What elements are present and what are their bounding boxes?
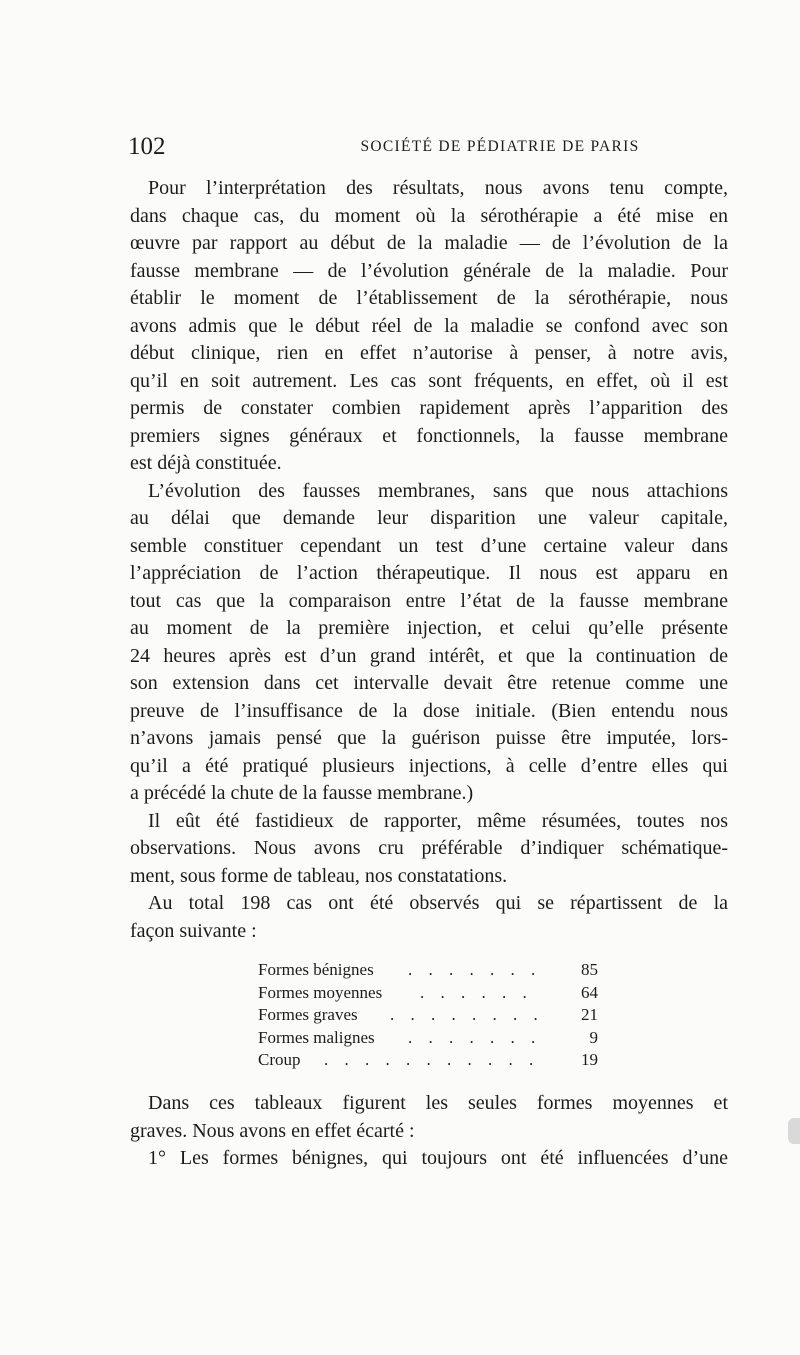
form-label: Formes moyennes: [258, 982, 383, 1002]
case-count: 21: [581, 1005, 598, 1024]
case-count: 19: [581, 1050, 598, 1069]
case-count: 9: [589, 1027, 598, 1047]
text-line: graves. Nous avons en effet écarté :: [130, 1119, 415, 1142]
text-line: son extension dans cet intervalle devait être retenue comme une: [130, 672, 728, 694]
text-line: dans chaque cas, du moment où la sérothérapie a été mise en: [130, 204, 728, 227]
text-line: n’avons jamais pensé que la guérison puisse être imputée, lors-: [130, 727, 728, 749]
paragraph-4: [130, 890, 728, 945]
form-label: Formes malignes: [258, 1027, 375, 1047]
text-line: Pour l’interprétation des résultats, nous avons tenu compte,: [148, 177, 728, 199]
table-row: [258, 982, 598, 1005]
text-line: façon suivante :: [130, 919, 257, 942]
body-text-continued: [130, 1090, 728, 1173]
text-line: œuvre par rapport au début de la maladie — de l’évolution de la: [130, 232, 728, 254]
text-line: Il eût été fastidieux de rapporter, même résumées, toutes nos: [148, 809, 728, 832]
text-line: L’évolution des fausses membranes, sans que nous attachions: [148, 479, 728, 502]
text-line: 1° Les formes bénignes, qui toujours ont été influencées d’une: [148, 1147, 728, 1169]
text-line: tout cas que la comparaison entre l’état de la fausse membrane: [130, 589, 728, 612]
leader-dots: . . . . . . .: [408, 1027, 542, 1047]
form-label: Formes bénignes: [258, 960, 374, 979]
paragraph-1: [130, 175, 728, 478]
text-line: a précédé la chute de la fausse membrane.): [130, 782, 474, 804]
text-line: l’appréciation de l’action thérapeutique. Il nous est apparu en: [130, 562, 728, 584]
text-line: permis de constater combien rapidement après l’apparition des: [130, 397, 728, 419]
leader-dots: . . . . . . . .: [390, 1005, 544, 1024]
text-line: qu’il en soit autrement. Les cas sont fréquents, en effet, où il est: [130, 369, 728, 392]
text-line: est déjà constituée.: [130, 452, 282, 474]
text-line: Au total 198 cas ont été observés qui se répartissent de la: [148, 892, 728, 914]
text-line: début clinique, rien en effet n’autorise à penser, à notre avis,: [130, 342, 728, 364]
text-line: semble constituer cependant un test d’une certaine valeur dans: [130, 534, 728, 557]
table-row: [258, 959, 598, 982]
text-line: qu’il a été pratiqué plusieurs injections, à celle d’entre elles qui: [130, 754, 728, 777]
case-count: 85: [581, 960, 598, 979]
text-line: premiers signes généraux et fonctionnels, la fausse membrane: [130, 424, 728, 447]
case-count: 64: [581, 982, 598, 1002]
text-line: preuve de l’insuffisance de la dose initiale. (Bien entendu nous: [130, 699, 728, 722]
page-edge-shadow: [788, 1118, 800, 1144]
page-header: [128, 133, 732, 167]
leader-dots: . . . . . . . . . . .: [324, 1050, 540, 1069]
text-line: 24 heures après est d’un grand intérêt, et que la continuation de: [130, 644, 728, 667]
table-row: [258, 1027, 598, 1050]
text-line: établir le moment de l’établissement de la sérothérapie, nous: [130, 287, 728, 309]
paragraph-3: [130, 808, 728, 891]
page-number: 102: [128, 133, 166, 160]
text-line: ment, sous forme de tableau, nos constatations.: [130, 864, 508, 887]
paragraph-2: [130, 478, 728, 808]
body-text: [130, 175, 728, 945]
text-line: au délai que demande leur disparition une valeur capitale,: [130, 507, 728, 529]
text-line: avons admis que le début réel de la maladie se confond avec son: [130, 314, 728, 337]
form-label: Formes graves: [258, 1005, 358, 1024]
text-line: fausse membrane — de l’évolution générale de la maladie. Pour: [130, 259, 728, 282]
paragraph-5: [130, 1090, 728, 1145]
text-line: observations. Nous avons cru préférable d’indiquer schématique-: [130, 837, 728, 859]
text-line: au moment de la première injection, et celui qu’elle présente: [130, 617, 728, 639]
leader-dots: . . . . . .: [420, 982, 533, 1002]
form-label: Croup: [258, 1050, 301, 1069]
table-row: [258, 1049, 598, 1072]
leader-dots: . . . . . . .: [408, 960, 542, 979]
table-row: [258, 1004, 598, 1027]
paragraph-6: [130, 1145, 728, 1173]
text-line: Dans ces tableaux figurent les seules formes moyennes et: [148, 1092, 728, 1114]
case-distribution-table: [258, 959, 598, 1072]
running-title: SOCIÉTÉ DE PÉDIATRIE DE PARIS: [360, 138, 640, 155]
